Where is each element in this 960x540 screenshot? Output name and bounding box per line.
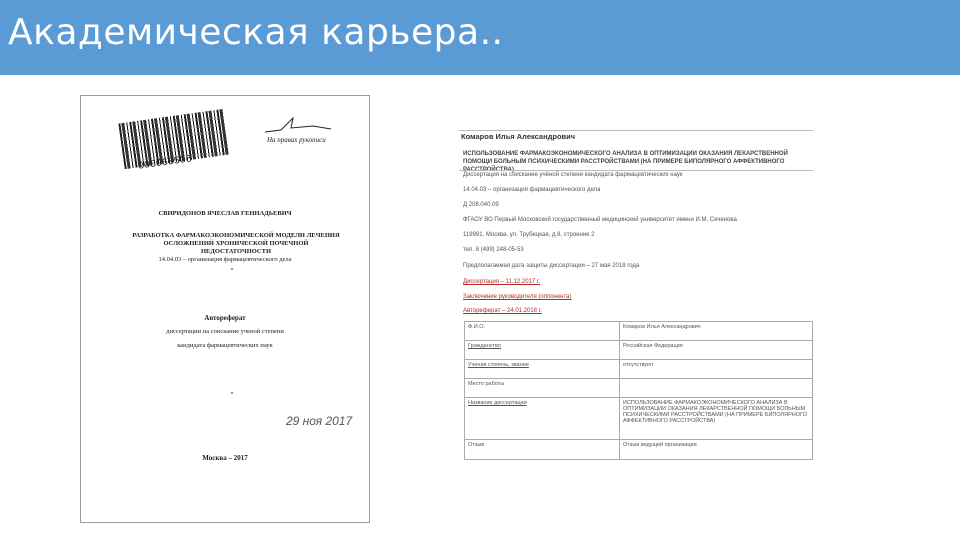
table-value: Отзыв ведущей организации <box>620 440 813 460</box>
abstract-title: РАЗРАБОТКА ФАРМАКОЭКОНОМИЧЕСКОЙ МОДЕЛИ ЛЕЧЕНИЯ ОСЛОЖНЕНИЙ ХРОНИЧЕСКОЙ ПОЧЕЧНОЙ НЕДОСТАТОЧНОСТИ <box>132 232 340 255</box>
table-row <box>465 440 813 460</box>
table-value: отсутствуют <box>620 360 813 379</box>
rights-note: На правах рукописи <box>267 136 326 144</box>
slide-title: Академическая карьера.. <box>8 12 504 53</box>
divider <box>459 170 813 171</box>
abstract-doc-type: Автореферат <box>204 314 246 322</box>
table-key: Ф.И.О. <box>465 322 620 341</box>
abstract-purpose: диссертации на соискание ученой степени <box>166 328 284 335</box>
table-row <box>465 322 813 341</box>
abstract-author: СВИРИДОНОВ ЯЧЕСЛАВ ГЕННАДЬЕВИЧ <box>158 210 292 217</box>
table-key: Отзыв <box>465 440 620 460</box>
table-key: Место работы <box>465 379 620 398</box>
specialty-line: 14.04.03 – организация фармацевтического дела <box>463 187 601 193</box>
speck <box>231 268 233 270</box>
table-value: ИСПОЛЬЗОВАНИЕ ФАРМАКОЭКОНОМИЧЕСКОГО АНАЛИЗА В ОПТИМИЗАЦИИ ОКАЗАНИЯ ЛЕКАРСТВЕННОЙ ПОМОЩИ БОЛЬНЫМ ПСИХИЧЕСКИМИ РАССТРОЙСТВАМИ (НА ПРИМЕРЕ БИПОЛЯРНОГО АФФЕКТИВНОГО РАССТРОЙСТВА) <box>620 398 813 440</box>
defense-date-line: Предполагаемая дата защиты диссертации – 27 мая 2018 года <box>463 263 640 269</box>
council-line: Д 208.040.09 <box>463 202 499 208</box>
table-row <box>465 360 813 379</box>
university-line: ФГАОУ ВО Первый Московский государственный медицинский университет имени И.М. Сеченова <box>463 217 737 223</box>
barcode-number: 005060506 <box>137 154 193 173</box>
abstract-city-year: Москва – 2017 <box>202 454 248 462</box>
table-row <box>465 341 813 360</box>
table-row <box>465 398 813 440</box>
phone-line: тел. 8 (499) 248-05-53 <box>463 247 524 253</box>
abstract-specialty: 14.04.03 – организация фармацевтического дела <box>158 256 292 263</box>
dissertation-record-image <box>459 124 813 480</box>
thesis-title: ИСПОЛЬЗОВАНИЕ ФАРМАКОЭКОНОМИЧЕСКОГО АНАЛИЗА В ОПТИМИЗАЦИИ ОКАЗАНИЯ ЛЕКАРСТВЕННОЙ ПОМОЩИ БОЛЬНЫМ ПСИХИЧЕСКИМИ РАССТРОЙСТВАМИ (НА ПРИМЕРЕ БИПОЛЯРНОГО АФФЕКТИВНОГО <box>463 151 788 165</box>
table-key: Гражданство <box>465 341 620 360</box>
candidate-info-table <box>464 321 813 460</box>
table-value: Комаров Илья Александрович <box>620 322 813 341</box>
address-line: 119991, Москва, ул. Трубецкая, д.8, строение 2 <box>463 232 595 238</box>
table-value: Российская Федерация <box>620 341 813 360</box>
abstract-scan-image <box>80 95 370 523</box>
received-stamp: 29 ноя 2017 <box>286 414 353 428</box>
review-link: Заключение руководителя (оппонента) <box>463 294 572 300</box>
dissertation-link: Диссертация – 11.12.2017 г. <box>463 279 541 285</box>
table-key: Ученая степень, звание <box>465 360 620 379</box>
slide-title-bar <box>0 0 960 75</box>
divider <box>459 130 813 131</box>
abstract-link: Автореферат – 24.01.2018 г. <box>463 308 542 314</box>
abstract-degree: кандидата фармацевтических наук <box>177 342 273 349</box>
table-value <box>620 379 813 398</box>
table-row <box>465 379 813 398</box>
speck <box>231 392 233 394</box>
table-key: Название диссертации <box>465 398 620 440</box>
signature-mark <box>263 114 333 136</box>
degree-line: Диссертация на соискание учёной степени кандидата фармацевтических наук <box>463 172 683 178</box>
candidate-name: Комаров Илья Александрович <box>461 132 576 141</box>
